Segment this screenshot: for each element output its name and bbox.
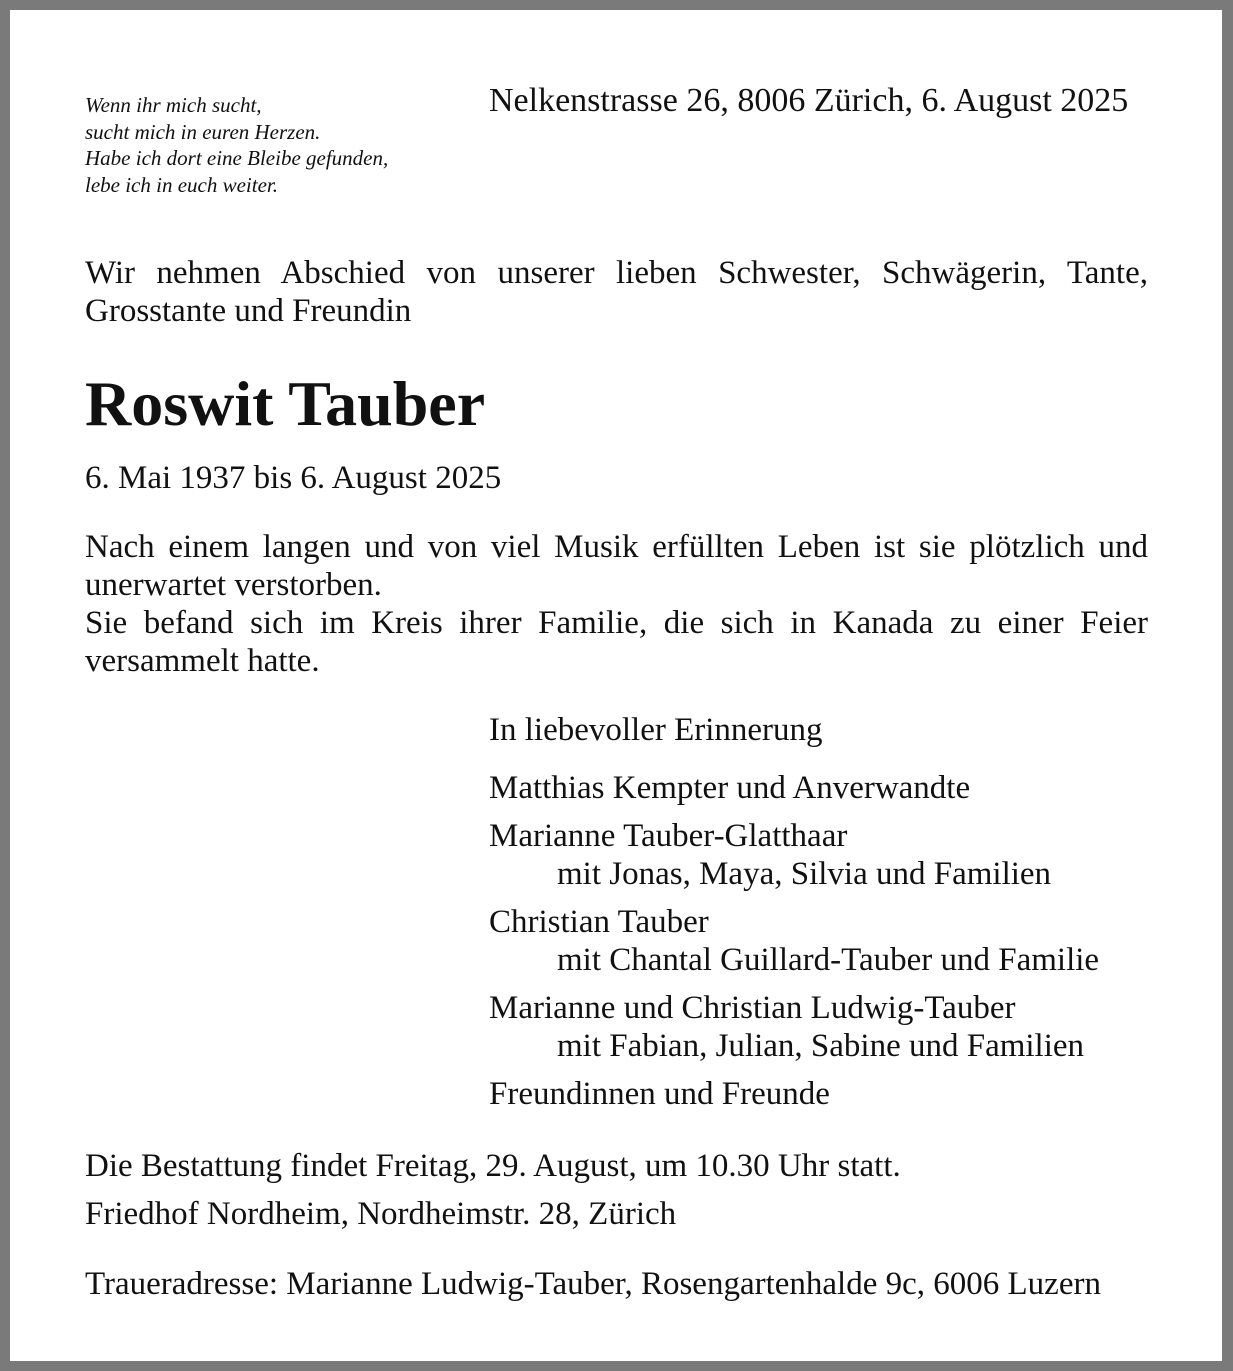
family-member-sub: mit Chantal Guillard-Tauber und Familie [557,942,1100,978]
poem-line: Habe ich dort eine Bleibe gefunden, [85,146,389,170]
story [85,528,1148,680]
mourning-address: Traueradresse: Marianne Ludwig-Tauber, Rosengartenhalde 9c, 6006 Luzern [85,1266,1101,1302]
poem-line: lebe ich in euch weiter. [85,172,279,197]
lifespan: 6. Mai 1937 bis 6. August 2025 [85,460,502,496]
family-member-sub: mit Fabian, Julian, Sabine und Familien [557,1028,1085,1064]
poem [85,92,388,198]
family-member: Freundinnen und Freunde [489,1076,830,1112]
family-member-sub: mit Jonas, Maya, Silvia und Familien [557,856,1052,892]
dateline: Nelkenstrasse 26, 8006 Zürich, 6. August 2025 [489,82,1129,119]
family-list [489,711,1099,1113]
intro-text: Wir nehmen Abschied von unserer lieben Schwester, Schwägerin, Tante, Grosstante und Freundin [85,255,1148,329]
funeral-place: Friedhof Nordheim, Nordheimstr. 28, Zürich [85,1196,677,1232]
family-member: Christian Tauber [489,904,709,940]
family-member: Marianne und Christian Ludwig-Tauber [489,990,1016,1026]
story-paragraph: Nach einem langen und von viel Musik erfüllten Leben ist sie plötzlich und unerwartet verstorben. [85,529,1148,603]
story-paragraph: Sie befand sich im Kreis ihrer Familie, die sich in Kanada zu einer Feier versammelt hatte. [85,605,1148,679]
family-heading: In liebevoller Erinnerung [489,712,823,748]
family-member: Marianne Tauber-Glatthaar [489,818,848,854]
funeral-time: Die Bestattung findet Freitag, 29. August, um 10.30 Uhr statt. [85,1148,901,1184]
deceased-name: Roswit Tauber [85,368,486,439]
poem-line: Wenn ihr mich sucht, [85,93,262,117]
family-member: Matthias Kempter und Anverwandte [489,770,971,806]
poem-line: sucht mich in euren Herzen. [85,119,321,144]
obituary-page [10,10,1222,1361]
